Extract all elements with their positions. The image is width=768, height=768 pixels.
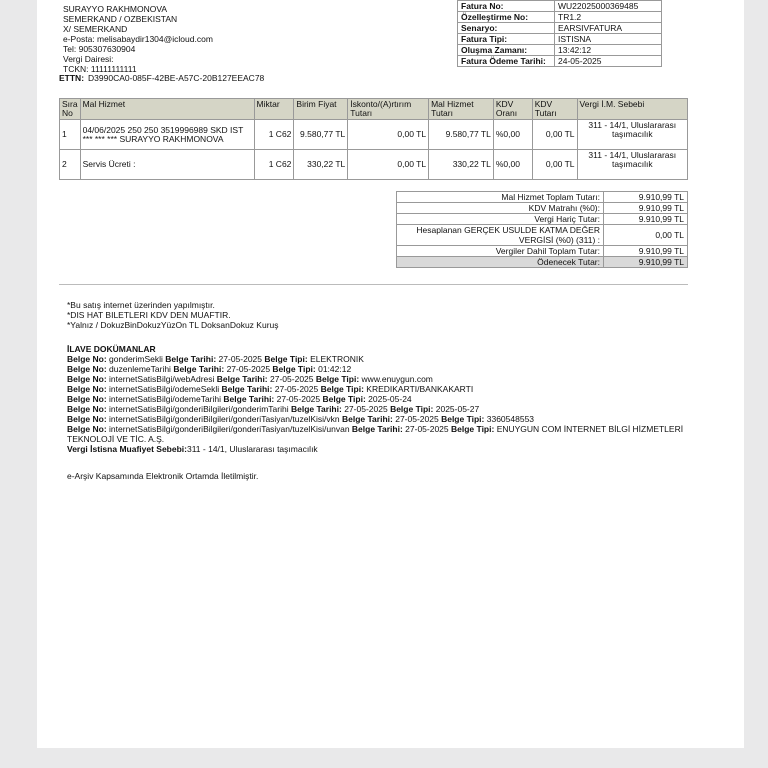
doc-type-value: ELEKTRONIK (310, 354, 364, 364)
totals-table (396, 191, 688, 268)
docs-heading: İLAVE DOKÜMANLAR (67, 344, 156, 354)
sender-name: SURAYYO RAKHMONOVA (63, 4, 168, 14)
meta-value: WU22025000369485 (555, 1, 662, 12)
muafiyet-value: 311 - 14/1, Uluslararası taşımacılık (186, 444, 318, 454)
col-header-vergi-sebebi: Vergi İ.M. Sebebi (577, 99, 687, 120)
doc-no-label: Belge No: (67, 354, 107, 364)
doc-date-value: 27-05-2025 (276, 394, 321, 404)
meta-row (458, 34, 662, 45)
ettn-label: ETTN: (59, 73, 85, 83)
cell-birim-fiyat: 9.580,77 TL (294, 120, 348, 150)
doc-entry (67, 364, 691, 374)
doc-type-label: Belge Tipi: (390, 404, 434, 414)
meta-key: Fatura No: (458, 1, 555, 12)
docs-list (67, 354, 691, 444)
note-line: *Yalnız / DokuzBinDokuzYüzOn TL DoksanDokuz Kuruş (67, 320, 279, 330)
sender-tax-office: Vergi Dairesi: (63, 54, 114, 64)
doc-type-value: ENUYGUN COM İNTERNET BİLGİ HİZMETLERİ TEKNOLOJİ VE TİC. A.Ş. (67, 424, 684, 444)
doc-entry (67, 414, 691, 424)
totals-value: 9.910,99 TL (604, 214, 688, 225)
doc-date-label: Belge Tarihi: (216, 374, 268, 384)
meta-value: 24-05-2025 (555, 56, 662, 67)
meta-key: Fatura Tipi: (458, 34, 555, 45)
doc-entry (67, 424, 691, 444)
muafiyet-line (67, 444, 691, 454)
cell-mal-hizmet-tutari: 330,22 TL (429, 150, 494, 180)
meta-key: Özelleştirme No: (458, 12, 555, 23)
cell-birim-fiyat: 330,22 TL (294, 150, 348, 180)
meta-row (458, 12, 662, 23)
doc-no-value: internetSatisBilgi/gonderiBilgileri/gonderiTasiyan/tuzelKisi/vkn (109, 414, 340, 424)
col-header-iskonto: İskonto/(A)rtırım Tutarı (348, 99, 429, 120)
table-row (60, 150, 688, 180)
meta-value: EARSIVFATURA (555, 23, 662, 34)
doc-no-label: Belge No: (67, 414, 107, 424)
doc-type-label: Belge Tipi: (322, 394, 366, 404)
doc-type-value: KREDIKARTI/BANKAKARTI (366, 384, 474, 394)
doc-no-label: Belge No: (67, 394, 107, 404)
items-header-row (60, 99, 688, 120)
cell-mal-hizmet-tutari: 9.580,77 TL (429, 120, 494, 150)
doc-entry (67, 394, 691, 404)
meta-row (458, 56, 662, 67)
doc-date-label: Belge Tarihi: (223, 394, 275, 404)
doc-date-value: 27-05-2025 (395, 414, 439, 424)
totals-row (397, 214, 688, 225)
cell-kdv-tutari: 0,00 TL (532, 120, 577, 150)
meta-value: ISTISNA (555, 34, 662, 45)
invoice-meta-table (457, 0, 662, 67)
totals-row (397, 203, 688, 214)
sender-phone: Tel: 905307630904 (63, 44, 136, 54)
invoice-page (37, 0, 744, 748)
note-line: *DIS HAT BILETLERI KDV DEN MUAFTIR. (67, 310, 231, 320)
meta-row (458, 1, 662, 12)
totals-key: Mal Hizmet Toplam Tutarı: (397, 192, 604, 203)
sender-email: e-Posta: melisabaydir1304@icloud.com (63, 34, 213, 44)
col-header-mal-hizmet-tutari: Mal Hizmet Tutarı (429, 99, 494, 120)
col-header-sira: Sıra No (60, 99, 81, 120)
doc-date-label: Belge Tarihi: (165, 354, 217, 364)
doc-date-label: Belge Tarihi: (173, 364, 225, 374)
totals-value: 0,00 TL (604, 225, 688, 246)
ettn-value: D3990CA0-085F-42BE-A57C-20B127EEAC78 (88, 73, 265, 83)
col-header-miktar: Miktar (254, 99, 294, 120)
note-line: *Bu satış internet üzerinden yapılmıştır. (67, 300, 215, 310)
notes (67, 300, 279, 330)
meta-key: Senaryo: (458, 23, 555, 34)
meta-row (458, 23, 662, 34)
doc-date-value: 27-05-2025 (226, 364, 271, 374)
cell-mal-hizmet: Servis Ücreti : (80, 150, 254, 180)
totals-row (397, 225, 688, 246)
doc-date-value: 27-05-2025 (218, 354, 263, 364)
meta-key: Oluşma Zamanı: (458, 45, 555, 56)
doc-date-value: 27-05-2025 (274, 384, 319, 394)
meta-key: Fatura Ödeme Tarihi: (458, 56, 555, 67)
cell-vergi-sebebi: 311 - 14/1, Uluslararası taşımacılık (577, 120, 687, 150)
doc-no-label: Belge No: (67, 424, 107, 434)
sender-tckn: TCKN: 11111111111 (63, 64, 137, 74)
sender-info (63, 4, 213, 74)
doc-entry (67, 374, 691, 384)
cell-kdv-orani: %0,00 (493, 150, 532, 180)
totals-value: 9.910,99 TL (604, 203, 688, 214)
doc-date-label: Belge Tarihi: (341, 414, 393, 424)
doc-type-label: Belge Tipi: (451, 424, 495, 434)
totals-key: Vergi Hariç Tutar: (397, 214, 604, 225)
doc-type-value: 2025-05-27 (435, 404, 480, 414)
cell-mal-hizmet: 04/06/2025 250 250 3519996989 SKD IST *** *** *** SURAYYO RAKHMONOVA (80, 120, 254, 150)
totals-row (397, 246, 688, 257)
col-header-kdv-orani: KDV Oranı (493, 99, 532, 120)
doc-no-label: Belge No: (67, 364, 107, 374)
totals-value: 9.910,99 TL (604, 246, 688, 257)
doc-type-label: Belge Tipi: (320, 384, 364, 394)
doc-date-label: Belge Tarihi: (290, 404, 342, 414)
ettn (59, 73, 264, 83)
doc-type-label: Belge Tipi: (441, 414, 485, 424)
doc-no-label: Belge No: (67, 374, 107, 384)
meta-row (458, 45, 662, 56)
doc-no-value: internetSatisBilgi/odemeSekli (109, 384, 220, 394)
cell-iskonto: 0,00 TL (348, 120, 429, 150)
cell-miktar: 1 C62 (254, 150, 294, 180)
col-header-birim-fiyat: Birim Fiyat (294, 99, 348, 120)
cell-kdv-orani: %0,00 (493, 120, 532, 150)
doc-no-value: internetSatisBilgi/webAdresi (109, 374, 215, 384)
doc-date-value: 27-05-2025 (405, 424, 449, 434)
earsiv-note: e-Arşiv Kapsamında Elektronik Ortamda İletilmiştir. (67, 471, 259, 481)
doc-date-label: Belge Tarihi: (221, 384, 273, 394)
totals-key: KDV Matrahı (%0): (397, 203, 604, 214)
totals-value: 9.910,99 TL (604, 192, 688, 203)
meta-value: 13:42:12 (555, 45, 662, 56)
doc-no-value: gonderimSekli (109, 354, 163, 364)
doc-type-value: www.enuygun.com (361, 374, 433, 384)
doc-type-label: Belge Tipi: (315, 374, 360, 384)
doc-entry (67, 354, 691, 364)
cell-vergi-sebebi: 311 - 14/1, Uluslararası taşımacılık (577, 150, 687, 180)
meta-value: TR1.2 (555, 12, 662, 23)
sender-district: X/ SEMERKAND (63, 24, 128, 34)
cell-kdv-tutari: 0,00 TL (532, 150, 577, 180)
col-header-mal-hizmet: Mal Hizmet (80, 99, 254, 120)
doc-no-value: internetSatisBilgi/gonderiBilgileri/gonderimTarihi (109, 404, 289, 414)
cell-sira: 1 (60, 120, 81, 150)
muafiyet-label: Vergi İstisna Muafiyet Sebebi: (67, 444, 187, 454)
cell-miktar: 1 C62 (254, 120, 294, 150)
doc-no-label: Belge No: (67, 384, 107, 394)
doc-type-label: Belge Tipi: (264, 354, 308, 364)
doc-no-label: Belge No: (67, 404, 107, 414)
totals-row-payable (397, 257, 688, 268)
doc-date-value: 27-05-2025 (344, 404, 388, 414)
doc-entry (67, 384, 691, 394)
doc-date-value: 27-05-2025 (270, 374, 314, 384)
doc-entry (67, 404, 691, 414)
col-header-kdv-tutari: KDV Tutarı (532, 99, 577, 120)
items-table (59, 98, 688, 180)
totals-key: Ödenecek Tutar: (397, 257, 604, 268)
doc-no-value: internetSatisBilgi/gonderiBilgileri/gonderiTasiyan/tuzelKisi/unvan (109, 424, 350, 434)
totals-key: Vergiler Dahil Toplam Tutar: (397, 246, 604, 257)
sender-city: SEMERKAND / OZBEKISTAN (63, 14, 178, 24)
cell-sira: 2 (60, 150, 81, 180)
doc-no-value: internetSatisBilgi/odemeTarihi (109, 394, 222, 404)
table-row (60, 120, 688, 150)
doc-date-label: Belge Tarihi: (351, 424, 403, 434)
doc-type-label: Belge Tipi: (272, 364, 316, 374)
totals-value: 9.910,99 TL (604, 257, 688, 268)
totals-key: Hesaplanan GERÇEK USULDE KATMA DEĞER VERGİSİ (%0) (311) : (397, 225, 604, 246)
doc-type-value: 01:42:12 (318, 364, 352, 374)
doc-type-value: 2025-05-24 (368, 394, 412, 404)
section-divider (59, 284, 688, 285)
cell-iskonto: 0,00 TL (348, 150, 429, 180)
totals-row (397, 192, 688, 203)
doc-no-value: duzenlemeTarihi (109, 364, 171, 374)
doc-type-value: 3360548553 (486, 414, 535, 424)
additional-documents (67, 344, 691, 454)
